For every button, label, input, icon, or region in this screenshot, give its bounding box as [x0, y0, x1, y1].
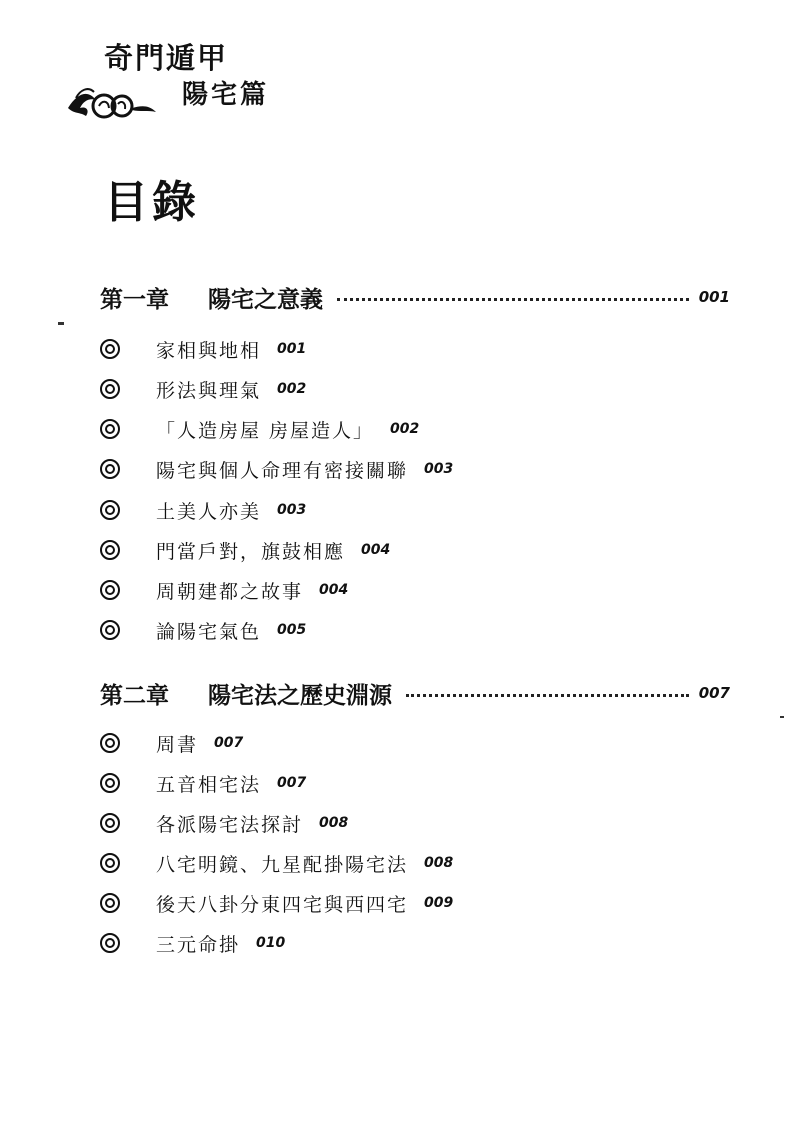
toc-entry[interactable] [100, 454, 453, 484]
entry-page-number: 007 [277, 775, 307, 791]
entry-title: 後天八卦分東四宅與西四宅 [156, 893, 409, 916]
entry-page-number: 002 [277, 381, 307, 397]
chapter-title: 陽宅法之歷史淵源 [208, 681, 392, 709]
double-circle-bullet-icon [100, 813, 120, 833]
double-circle-bullet-icon [100, 893, 120, 913]
toc-entry[interactable] [100, 615, 306, 645]
double-circle-bullet-icon [100, 419, 120, 439]
double-circle-bullet-icon [100, 773, 120, 793]
entry-title: 五音相宅法 [156, 773, 262, 796]
page-title: 目錄 [104, 177, 200, 228]
scan-speck [780, 716, 784, 718]
dot-leader [337, 298, 689, 301]
toc-entry[interactable] [100, 888, 453, 918]
double-circle-bullet-icon [100, 500, 120, 520]
dot-leader [406, 694, 689, 697]
double-circle-bullet-icon [100, 933, 120, 953]
dragon-emblem-icon [66, 78, 158, 126]
scan-speck [58, 322, 64, 325]
chapter-title: 陽宅之意義 [208, 285, 323, 313]
toc-entry[interactable] [100, 334, 306, 364]
entry-page-number: 005 [277, 622, 307, 638]
entry-page-number: 008 [319, 815, 349, 831]
chapter-2-heading[interactable] [100, 676, 730, 710]
entry-title: 「人造房屋 房屋造人」 [156, 419, 375, 442]
toc-entry[interactable] [100, 728, 243, 758]
entry-page-number: 003 [424, 461, 454, 477]
entry-title: 陽宅與個人命理有密接關聯 [156, 459, 409, 482]
chapter-number: 第一章 [100, 285, 169, 313]
entry-page-number: 010 [256, 935, 286, 951]
entry-title: 各派陽宅法探討 [156, 813, 304, 836]
double-circle-bullet-icon [100, 733, 120, 753]
entry-title: 八宅明鏡、九星配掛陽宅法 [156, 853, 409, 876]
entry-page-number: 008 [424, 855, 454, 871]
entry-title: 土美人亦美 [156, 500, 262, 523]
entry-page-number: 009 [424, 895, 454, 911]
entry-page-number: 001 [277, 341, 307, 357]
double-circle-bullet-icon [100, 379, 120, 399]
toc-entry[interactable] [100, 535, 390, 565]
toc-entry[interactable] [100, 495, 306, 525]
toc-entry[interactable] [100, 808, 348, 838]
book-title-line1: 奇門遁甲 [104, 41, 229, 75]
double-circle-bullet-icon [100, 853, 120, 873]
entry-page-number: 007 [214, 735, 244, 751]
toc-entry[interactable] [100, 414, 419, 444]
double-circle-bullet-icon [100, 620, 120, 640]
entry-page-number: 004 [361, 542, 391, 558]
toc-entry[interactable] [100, 848, 453, 878]
toc-entry[interactable] [100, 374, 306, 404]
entry-page-number: 003 [277, 502, 307, 518]
entry-title: 門當戶對，旗鼓相應 [156, 540, 346, 563]
chapter-number: 第二章 [100, 681, 169, 709]
double-circle-bullet-icon [100, 580, 120, 600]
entry-title: 形法與理氣 [156, 379, 262, 402]
entry-title: 家相與地相 [156, 339, 262, 362]
chapter-page-number: 007 [698, 684, 730, 702]
toc-entry[interactable] [100, 768, 306, 798]
entry-title: 論陽宅氣色 [156, 620, 262, 643]
entry-page-number: 002 [390, 421, 420, 437]
double-circle-bullet-icon [100, 459, 120, 479]
toc-entry[interactable] [100, 575, 348, 605]
entry-title: 周朝建都之故事 [156, 580, 304, 603]
chapter-page-number: 001 [698, 288, 730, 306]
double-circle-bullet-icon [100, 540, 120, 560]
double-circle-bullet-icon [100, 339, 120, 359]
entry-page-number: 004 [319, 582, 349, 598]
chapter-1-heading[interactable] [100, 280, 730, 314]
entry-title: 三元命掛 [156, 933, 241, 956]
toc-entry[interactable] [100, 928, 285, 958]
entry-title: 周書 [156, 733, 199, 756]
book-header [62, 36, 282, 136]
book-title-line2: 陽宅篇 [182, 80, 270, 110]
